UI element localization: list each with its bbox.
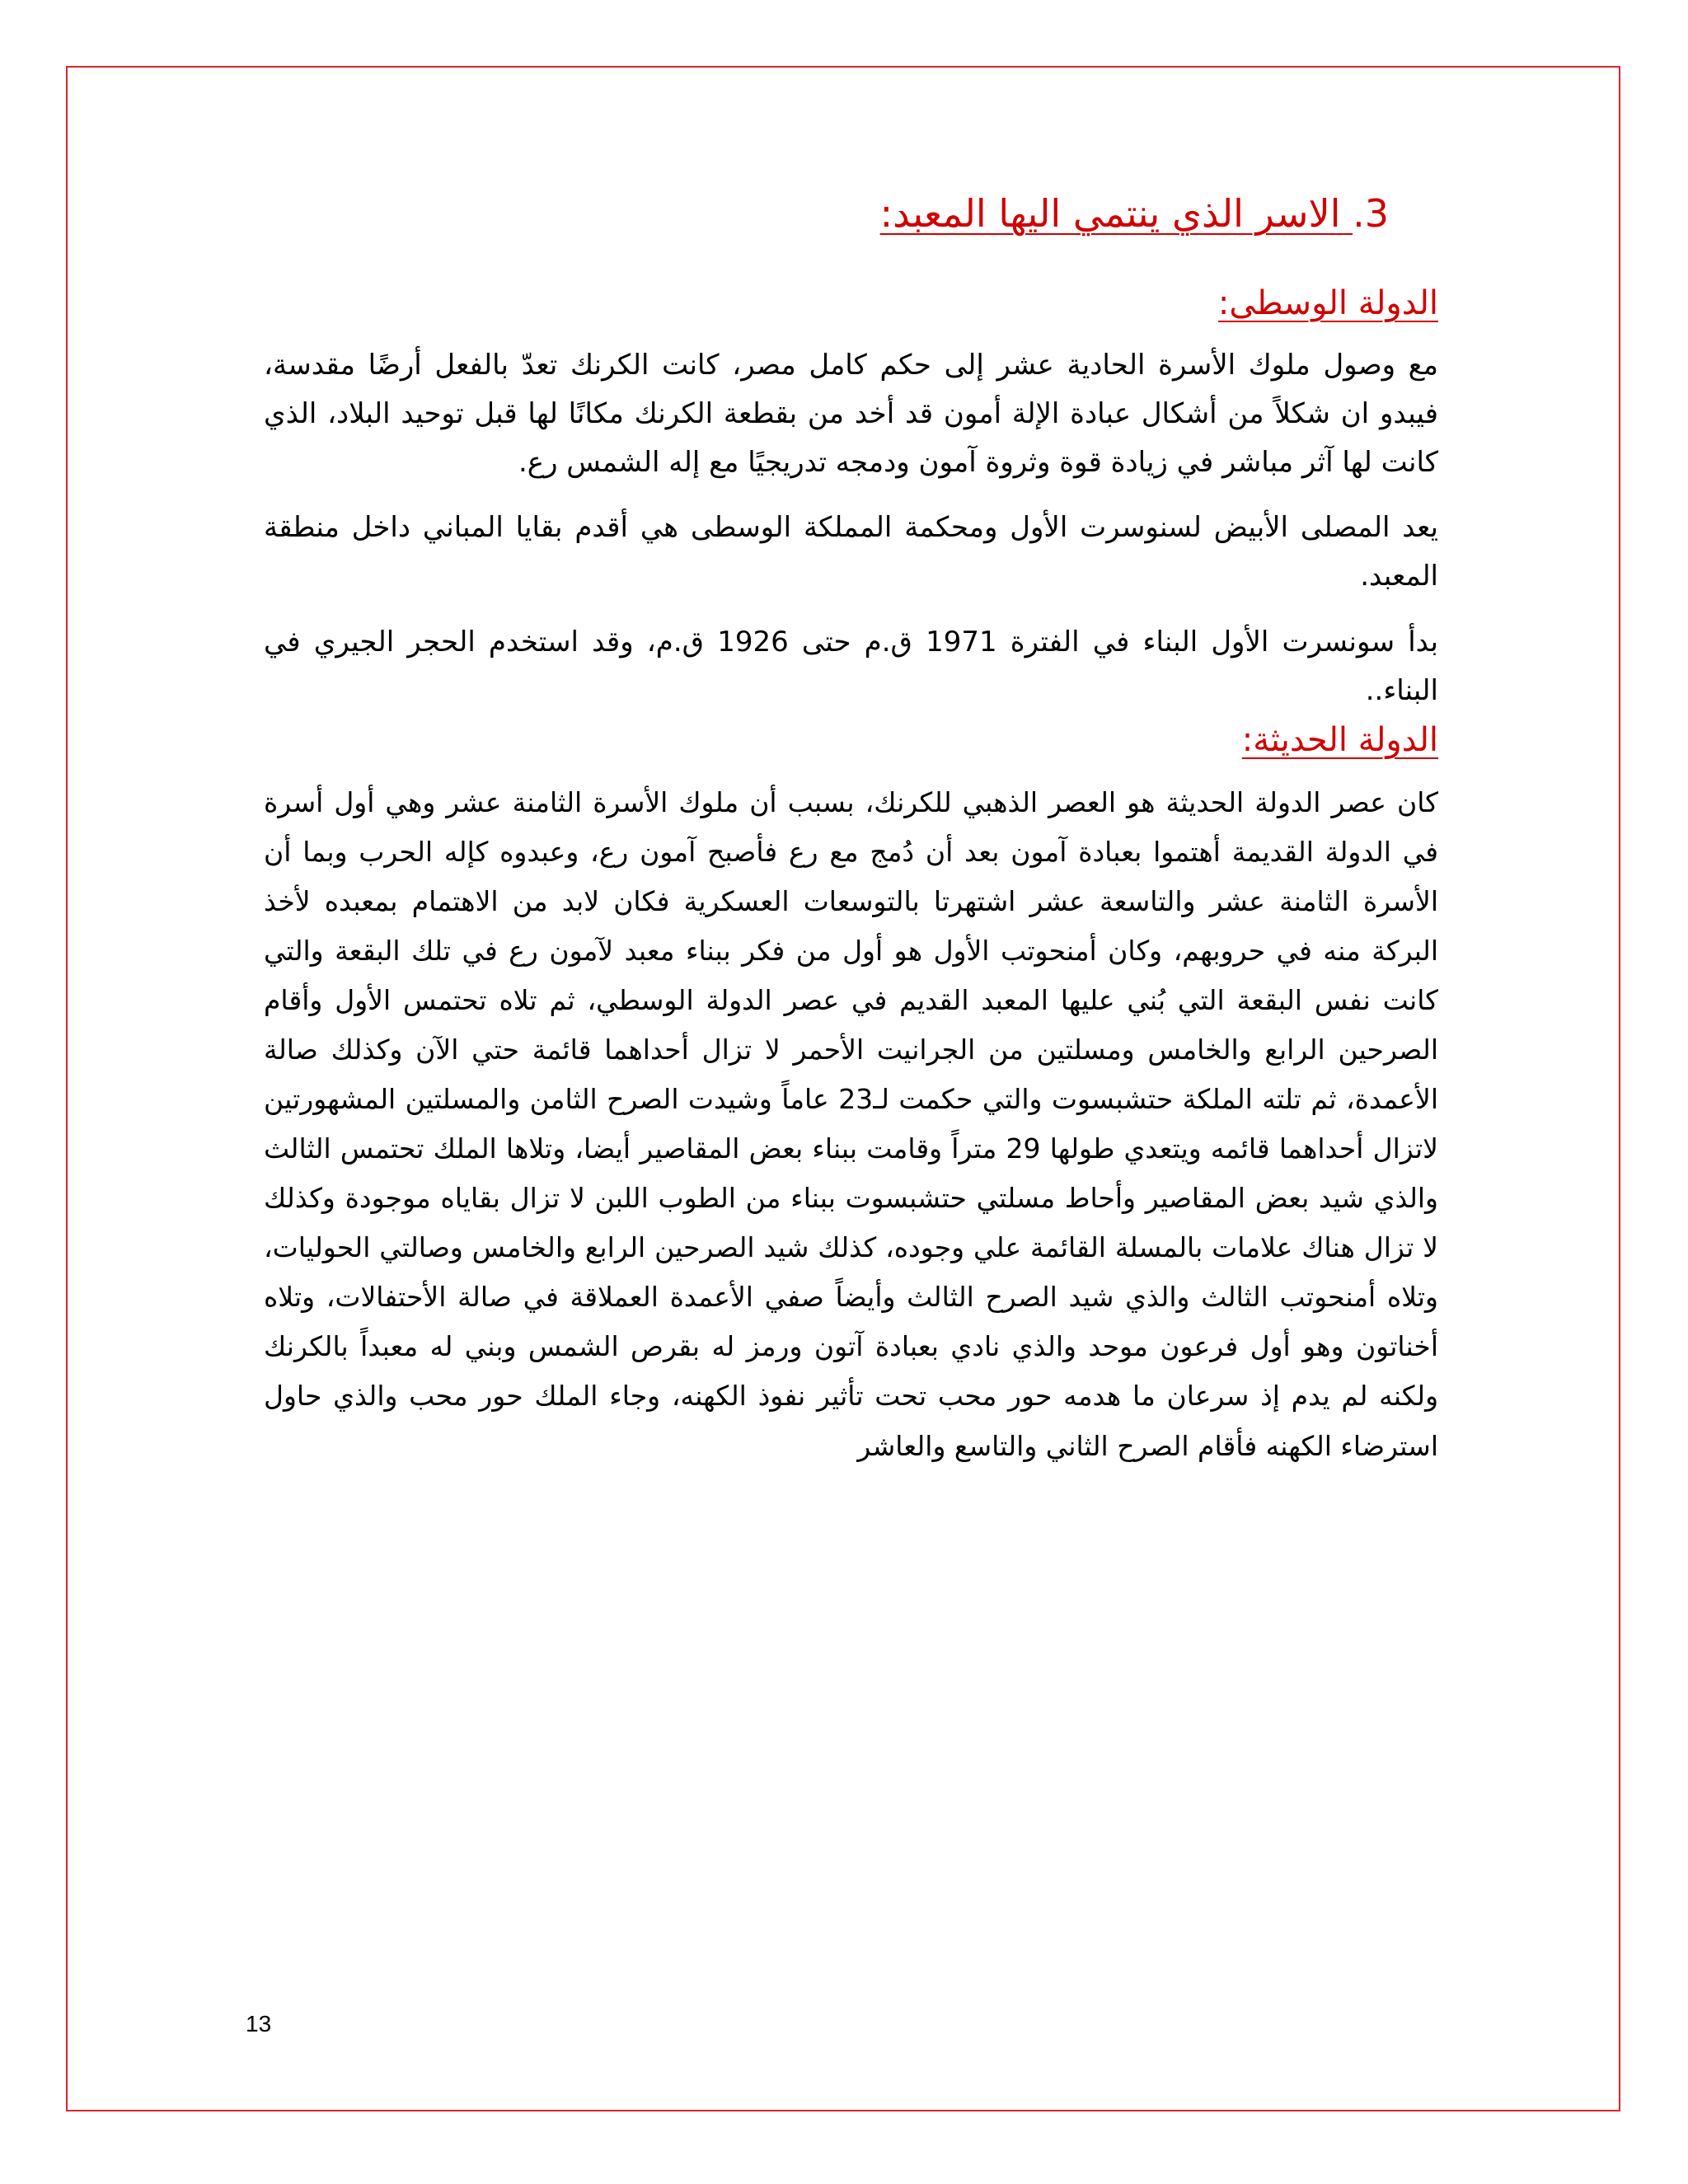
middle-kingdom-paragraph-3: بدأ سونسرت الأول البناء في الفترة 1971 ق.م حتى 1926 ق.م، وقد استخدم الحجر الجيري في البناء.. — [264, 625, 1438, 707]
heading-number: 3. — [1353, 191, 1389, 236]
page-number: 13 — [246, 2011, 272, 2036]
new-kingdom-title: الدولة الحديثة: — [1241, 720, 1438, 759]
middle-kingdom-paragraph-1: مع وصول ملوك الأسرة الحادية عشر إلى حكم كامل مصر، كانت الكرنك تعدّ بالفعل أرضًا مقدسة، فيبدو ان شكلاً من أشكال عبادة الإلة أمون قد أخد من بقطعة الكرنك مكانًا لها قبل توحيد البلاد، الذي كانت لها آثر مباشر في زيادة قوة وثروة آمون ودمجه تدريجيًا مع إله الشمس رع. — [264, 348, 1438, 480]
document-body — [264, 190, 1438, 1488]
new-kingdom-paragraph: كان عصر الدولة الحديثة هو العصر الذهبي للكرنك، بسبب أن ملوك الأسرة الثامنة عشر وهي أول أسرة في الدولة القديمة أهتموا بعبادة آمون بعد أن دُمج مع رع فأصبح آمون رع، وعبدوه كإله الحرب وبما أن الأسرة الثامنة عشر والتاسعة عشر اشتهرتا بالتوسعات العسكرية فكان لابد من الاهتمام بمعبده لأخذ البركة منه في حروبهم، وكان أمنحوتب الأول هو أول من فكر ببناء معبد لآمون رع في تلك البقعة والتي كانت نفس البقعة التي بُني عليها المعبد القديم في عصر الدولة الوسطي، ثم تلاه تحتمس الأول وأقام الصرحين الرابع والخامس ومسلتين من الجرانيت الأحمر لا تزال أحداهما قائمة حتي الآن وكذلك صالة الأعمدة، ثم تلته الملكة حتشبسوت والتي حكمت لـ23 عاماً وشيدت الصرح الثامن والمسلتين المشهورتين لاتزال أحداهما قائمه ويتعدي طولها 29 متراً وقامت ببناء بعض المقاصير أيضا، وتلاها الملك تحتمس الثالث والذي شيد بعض المقاصير وأحاط مسلتي حتشبسوت ببناء من الطوب اللبن لا تزال بقاياه موجودة وكذلك لا تزال هناك علامات بالمسلة القائمة علي وجوده، كذلك شيد الصرحين الرابع والخامس وصالتي الحوليات، وتلاه أمنحوتب الثالث والذي شيد الصرح الثالث وأيضاً صفي الأعمدة العملاقة في صالة الأحتفالات، وتلاه أخناتون وهو أول فرعون موحد والذي نادي بعبادة آتون ورمز له بقرص الشمس وبني له معبداً بالكرنك ولكنه لم يدم إذ سرعان ما هدمه حور محب تحت تأثير نفوذ الكهنه، وجاء الملك حور محب والذي حاول استرضاء الكهنه فأقام الصرح الثاني والتاسع والعاشر — [264, 785, 1439, 1462]
heading-text: الاسر الذي ينتمي اليها المعبد: — [879, 191, 1341, 236]
middle-kingdom-paragraph-2: يعد المصلى الأبيض لسنوسرت الأول ومحكمة المملكة الوسطى هي أقدم بقايا المباني داخل منطقة المعبد. — [264, 511, 1438, 593]
page-title — [264, 190, 1389, 239]
middle-kingdom-title: الدولة الوسطى: — [1217, 284, 1438, 322]
